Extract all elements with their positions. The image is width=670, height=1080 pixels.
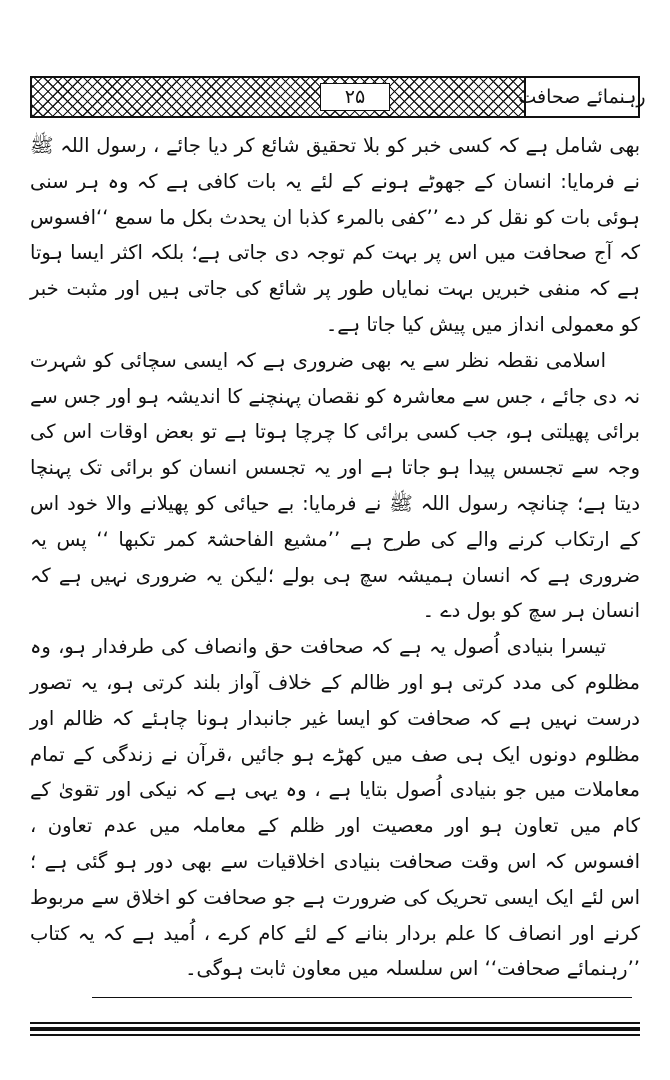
page-header (30, 76, 646, 118)
paragraph-3: تیسرا بنیادی اُصول یہ ہے کہ صحافت حق وانصاف کی طرفدار ہو، وہ مظلوم کی مدد کرتی ہو اور ظالم کے خلاف آواز بلند کرتی ہو، یہ تصور درست نہیں ہے کہ صحافت کو ایسا غیر جانبدار ہونا چاہئے کہ ظالم اور مظلوم دونوں ایک ہی صف میں کھڑے ہو جائیں ،قرآن نے زندگی کے تمام معاملات میں جو بنیادی اُصول بتایا ہے ، وہ یہی ہے کہ نیکی اور تقویٰ کے کام میں تعاون ہو اور معصیت اور ظلم کے معاملہ میں عدم تعاون ، افسوس کہ اس وقت صحافت بنیادی اخلاقیات سے بھی دور ہو گئی ہے ؛ اس لئے ایک ایسی تحریک کی ضرورت ہے جو صحافت کو اخلاق سے مربوط کرنے اور انصاف کا علم بردار بنانے کے لئے کام کرے ، اُمید ہے کہ یہ کتاب ’’رہنمائے صحافت‘‘ اس سلسلہ میں معاون ثابت ہوگی۔ (30, 635, 640, 981)
page-number: ۲۵ (320, 83, 390, 111)
paragraph-2: اسلامی نقطہ نظر سے یہ بھی ضروری ہے کہ ایسی سچائی کو شہرت نہ دی جائے ، جس سے معاشرہ کو نقصان پہنچنے کا اندیشہ ہو اور جس سے برائی پھیلتی ہو، جب کسی برائی کا چرچا ہوتا ہے تو بعض اوقات اس کی وجہ سے تجسس پیدا ہو جاتا ہے اور یہ تجسس انسان کو برائی تک پہنچا دیتا ہے؛ چنانچہ رسول اللہ ﷺ نے فرمایا: بے حیائی کو پھیلانے والا خود اس کے ارتکاب کرنے والے کی طرح ہے ’’مشیع الفاحشۃ کمر تکبھا ‘‘ پس یہ ضروری ہے کہ انسان ہمیشہ سچ ہی بولے ؛لیکن یہ ضروری نہیں ہے کہ انسان ہر سچ کو بول دے ۔ (30, 348, 640, 623)
end-rule (92, 997, 632, 998)
body-text (30, 128, 640, 987)
footer-border (30, 1022, 640, 1036)
paragraph-1: بھی شامل ہے کہ کسی خبر کو بلا تحقیق شائع کر دیا جائے ، رسول اللہ ﷺ نے فرمایا: انسان کے جھوٹے ہونے کے لئے یہ بات کافی ہے کہ وہ ہر سنی ہوئی بات کو نقل کر دے ’’کفی بالمرء کذبا ان یحدث بکل ما سمع ‘‘افسوس کہ آج صحافت میں اس پر بہت کم توجہ دی جاتی ہے؛ بلکہ اکثر ایسا ہوتا ہے کہ منفی خبریں بہت نمایاں طور پر شائع کی جاتی ہیں اور مثبت خبر کو معمولی انداز میں پیش کیا جاتا ہے۔ (30, 134, 640, 336)
running-title: رہنمائے صحافت (524, 78, 638, 116)
